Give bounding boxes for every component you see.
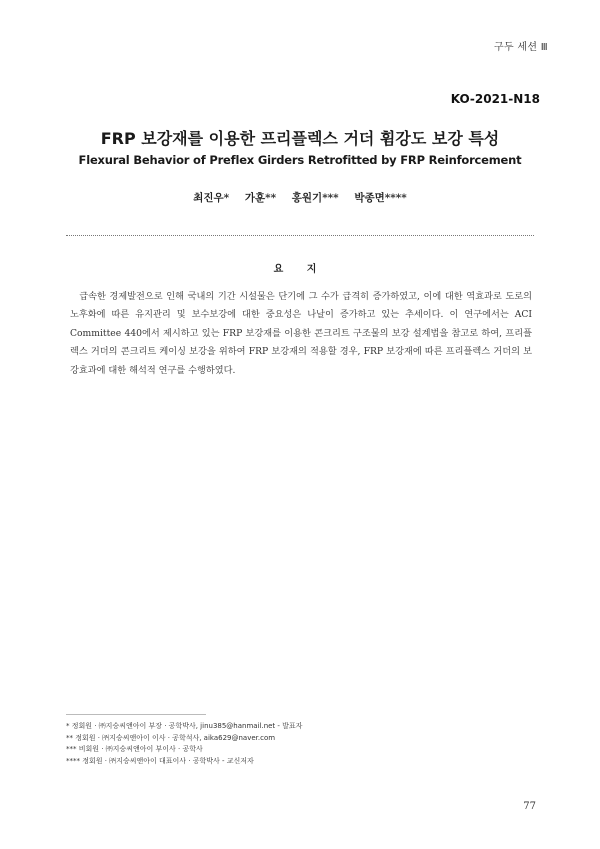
title-english: Flexural Behavior of Preflex Girders Retrofitted by FRP Reinforcement xyxy=(78,153,522,167)
title-korean: FRP 보강재를 이용한 프리플렉스 거더 휨강도 보강 특성 xyxy=(100,129,500,148)
session-label: 구두 세션 Ⅲ xyxy=(494,42,548,53)
author-name: 가훈** xyxy=(244,192,277,204)
footnote: **** 정회원 · ㈜지승씨앤아이 대표이사 · 공학박사 - 교신저자 xyxy=(66,756,254,765)
author-name: 홍원기*** xyxy=(291,192,339,204)
abstract-heading: 요 지 xyxy=(273,264,327,275)
author-name: 박종면**** xyxy=(354,192,407,204)
paper-id: KO-2021-N18 xyxy=(450,92,540,106)
footnote: * 정회원 · ㈜지승씨앤아이 부장 · 공학박사, jinu385@hanmail.net - 발표자 xyxy=(66,722,303,730)
abstract-body: 급속한 경제발전으로 인해 국내의 기간 시설물은 단기에 그 수가 급격히 증가하였고, 이에 대한 역효과로 도로의 노후화에 따른 유지관리 및 보수보강에 대한 중요성은 나날이 증가하고 있는 추세이다. 이 연구에서는 ACI Committee 440에서 제시하고 있는 FRP 보강재를 이용한 콘크리트 구조물의 보강 설계법을 참고로 하여, 프리플렉스 거더의 콘크리트 케이싱 보강을 위하여 FRP 보강재의 적용할 경우, FRP 보강재에 따른 프리플렉스 거더의 보강효과에 대한 해석적 연구를 수행하였다. xyxy=(70,291,532,376)
footnote: ** 정회원 · ㈜지승씨앤아이 이사 · 공학석사, aika629@naver.com xyxy=(66,733,276,742)
page-number: 77 xyxy=(523,801,536,812)
author-name: 최진우* xyxy=(193,192,230,204)
author-list xyxy=(0,190,600,205)
footnote-rule xyxy=(66,714,206,715)
dotted-divider xyxy=(66,235,534,236)
footnotes xyxy=(66,721,526,767)
footnote: *** 비회원 · ㈜지승씨앤아이 부이사 · 공학사 xyxy=(66,745,203,753)
